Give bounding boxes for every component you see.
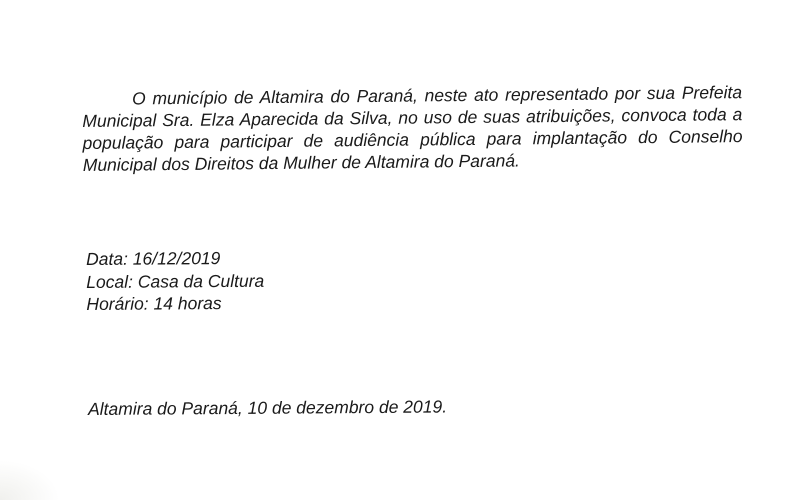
event-details xyxy=(86,247,264,316)
event-location: Local: Casa da Cultura xyxy=(86,270,265,292)
event-time: Horário: 14 horas xyxy=(86,293,222,314)
body-paragraph: O município de Altamira do Paraná, neste ato representado por sua Prefeita Municipal Sra. Elza Aparecida da Silva, no uso de suas atribuições, convoca toda a população para participar de audiência pública para implantação do Conselho Municipal dos Direitos da Mulher de Altamira do Paraná. xyxy=(82,82,743,175)
scan-smudge xyxy=(0,460,60,500)
place-and-date: Altamira do Paraná, 10 de dezembro de 2019. xyxy=(88,396,448,419)
event-date: Data: 16/12/2019 xyxy=(86,248,221,269)
